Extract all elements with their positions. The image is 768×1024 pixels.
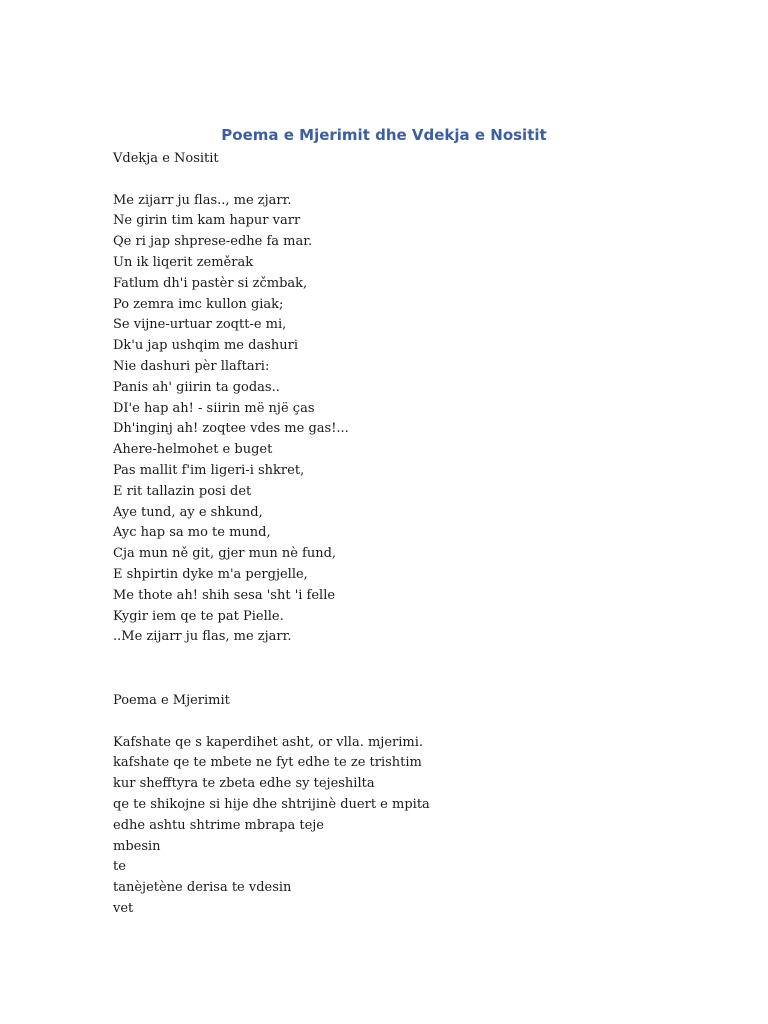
poem-line: Qe ri jap shprese-edhe fa mar. [113, 234, 313, 250]
poem-line: tanèjetène derisa te vdesin [113, 880, 292, 896]
poem-line: Dh'inginj ah! zoqtee vdes me gas!... [113, 421, 349, 437]
document-title: Poema e Mjerimit dhe Vdekja e Nositit [221, 126, 547, 144]
poem-line: Aye tund, ay e shkund, [113, 504, 263, 520]
poem-heading: Vdekja e Nositit [113, 151, 219, 166]
poem-line: Dk'u jap ushqim me dashuri [113, 338, 298, 354]
poem-line: Se vijne-urtuar zoqtt-e mi, [113, 317, 287, 333]
poem-line: ..Me zijarr ju flas, me zjarr. [113, 629, 292, 645]
poem-section-vdekja [113, 149, 713, 648]
poem-stanza [113, 733, 713, 920]
poem-line: Ayc hap sa mo te mund, [113, 525, 271, 541]
poem-line: Pas mallit f'im ligeri-i shkret, [113, 462, 305, 478]
poem-line: vet [113, 900, 134, 916]
poem-stanza [113, 191, 713, 649]
poem-line: Ne girin tim kam hapur varr [113, 213, 301, 229]
poem-line: te [113, 859, 126, 875]
poem-line: Me thote ah! shih sesa 'sht 'i felle [113, 587, 336, 603]
poem-line: Me zijarr ju flas.., me zjarr. [113, 192, 292, 208]
poem-line: Kafshate qe s kaperdihet asht, or vlla. mjerimi. [113, 734, 424, 750]
poem-line: mbesin [113, 838, 161, 854]
poem-line: edhe ashtu shtrime mbrapa teje [113, 817, 324, 833]
poem-line: Fatlum dh'i pastèr si zčmbak, [113, 275, 308, 291]
poem-line: Ahere-helmohet e buget [113, 442, 273, 458]
poem-line: E rit tallazin posi det [113, 483, 252, 499]
poem-line: Cja mun ně git, gjer mun nè fund, [113, 546, 337, 562]
poem-line: Un ik liqerit zeměrak [113, 254, 254, 270]
poem-line: E shpirtin dyke m'a pergjelle, [113, 566, 308, 582]
poem-line: DI'e hap ah! - siirin më një ças [113, 400, 315, 416]
poem-line: Nie dashuri pèr llaftari: [113, 358, 270, 374]
poem-line: Panis ah' giirin ta godas.. [113, 379, 280, 395]
poem-line: Po zemra imc kullon giak; [113, 296, 284, 312]
poem-heading: Poema e Mjerimit [113, 693, 230, 708]
poem-line: qe te shikojne si hije dhe shtrijinè duert e mpita [113, 796, 430, 812]
poem-line: Kygir iem qe te pat Pielle. [113, 608, 284, 624]
poem-line: kafshate qe te mbete ne fyt edhe te ze trishtim [113, 755, 422, 771]
poem-line: kur shefftyra te zbeta edhe sy tejeshilta [113, 776, 375, 792]
poem-section-mjerimi [113, 691, 713, 920]
